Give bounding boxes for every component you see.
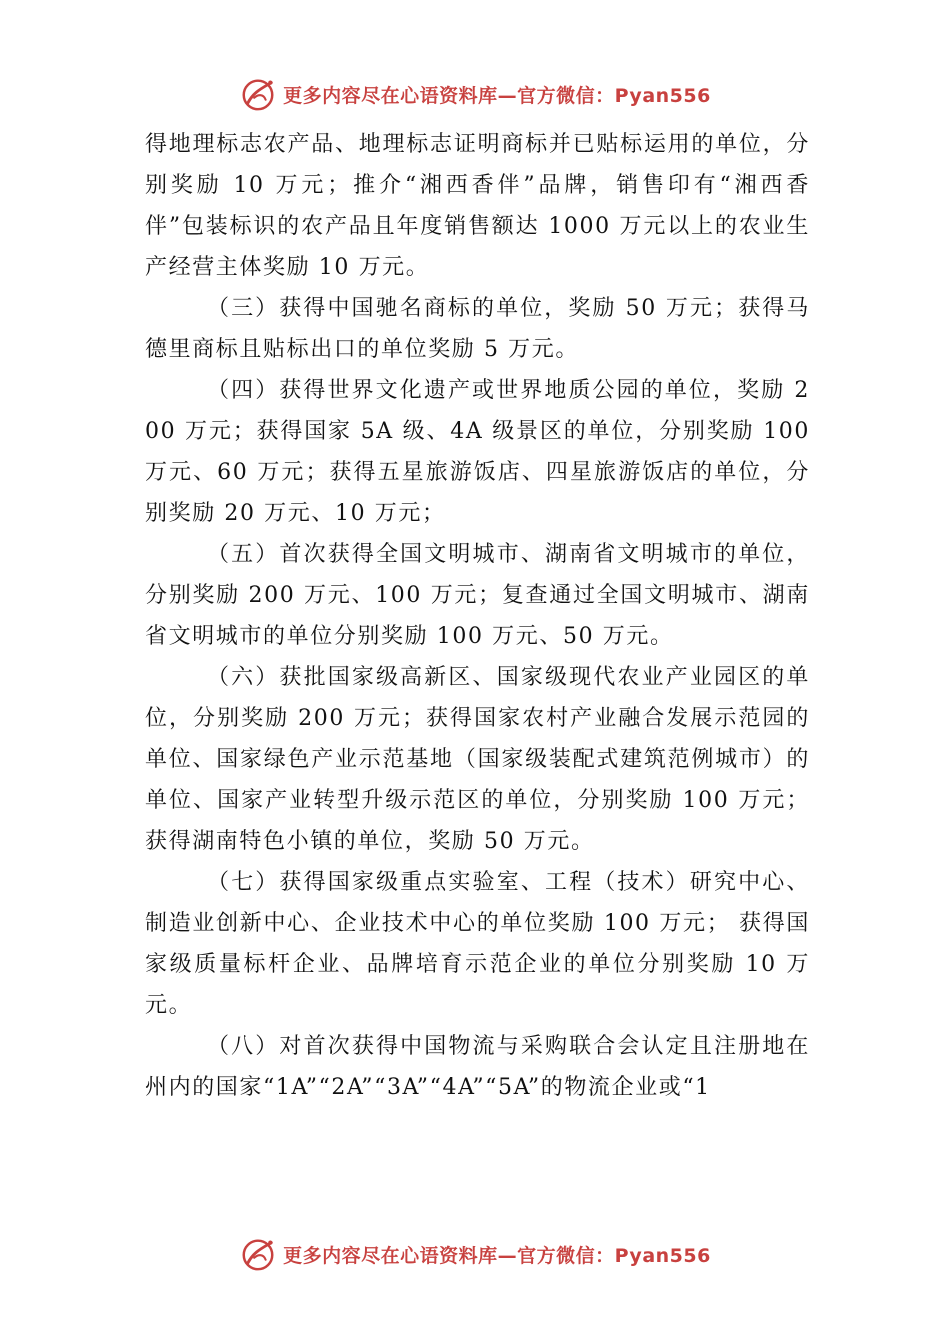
footer-banner [0, 1232, 950, 1276]
paragraph-item-6: （六）获批国家级高新区、国家级现代农业产业园区的单位，分别奖励 200 万元；获得国家农村产业融合发展示范园的单位、国家绿色产业示范基地（国家级装配式建筑范例城市）的单位、国家产业转型升级示范区的单位，分别奖励 100 万元；获得湖南特色小镇的单位，奖励 50 万元。 [145, 665, 810, 854]
swirl-logo-icon [239, 75, 277, 113]
footer-banner-text: 更多内容尽在心语资料库—官方微信：Pyan556 [283, 1244, 711, 1267]
paragraph-item-5: （五）首次获得全国文明城市、湖南省文明城市的单位，分别奖励 200 万元、100 万元；复查通过全国文明城市、湖南省文明城市的单位分别奖励 100 万元、50 万元。 [145, 542, 810, 649]
paragraph-item-8: （八）对首次获得中国物流与采购联合会认定且注册地在州内的国家“1A”“2A”“3A”“4A”“5A”的物流企业或“1 [145, 1034, 810, 1100]
header-banner [0, 72, 950, 116]
header-banner-text: 更多内容尽在心语资料库—官方微信：Pyan556 [283, 84, 711, 107]
swirl-logo-icon [239, 1235, 277, 1273]
paragraph-item-7: （七）获得国家级重点实验室、工程（技术）研究中心、制造业创新中心、企业技术中心的单位奖励 100 万元； 获得国家级质量标杆企业、品牌培育示范企业的单位分别奖励 10 万元。 [145, 870, 810, 1018]
document-body [145, 124, 810, 1108]
paragraph-continuation: 得地理标志农产品、地理标志证明商标并已贴标运用的单位，分别奖励 10 万元；推介“湘西香伴”品牌，销售印有“湘西香伴”包装标识的农产品且年度销售额达 1000 万元以上的农业生产经营主体奖励 10 万元。 [145, 132, 810, 280]
paragraph-item-3: （三）获得中国驰名商标的单位，奖励 50 万元；获得马德里商标且贴标出口的单位奖励 5 万元。 [145, 296, 810, 362]
paragraph-item-4: （四）获得世界文化遗产或世界地质公园的单位，奖励 200 万元；获得国家 5A 级、4A 级景区的单位，分别奖励 100 万元、60 万元；获得五星旅游饭店、四星旅游饭店的单位，分别奖励 20 万元、10 万元； [145, 378, 810, 526]
